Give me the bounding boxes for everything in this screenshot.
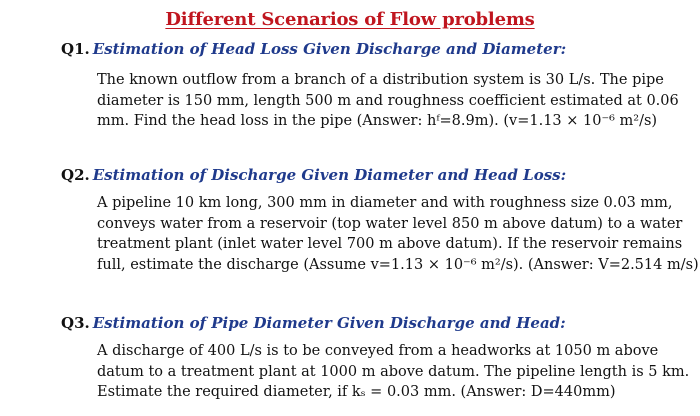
question-1-line-2: diameter is 150 mm, length 500 m and roughness coefficient estimated at 0.06 [97, 92, 679, 109]
question-3-line-2: datum to a treatment plant at 1000 m above datum. The pipeline length is 5 km. [97, 363, 690, 380]
question-1-line-3: mm. Find the head loss in the pipe (Answer: hᶠ=8.9m). (v=1.13 × 10⁻⁶ m²/s) [97, 113, 658, 129]
question-2-number: Q2. [61, 166, 90, 184]
question-3 [61, 313, 690, 403]
question-2-heading [61, 165, 681, 185]
question-2-line-4: full, estimate the discharge (Assume v=1.13 × 10⁻⁶ m²/s). (Answer: V=2.514 m/s) [97, 256, 699, 273]
question-2-line-1: A pipeline 10 km long, 300 mm in diameter and with roughness size 0.03 mm, [97, 195, 673, 211]
question-1-body [97, 70, 679, 132]
question-1-line-1: The known outflow from a branch of a distribution system is 30 L/s. The pipe [97, 72, 664, 88]
question-3-title: Estimation of Pipe Diameter Given Discharge and Head: [92, 314, 566, 332]
question-1 [61, 39, 681, 132]
question-2-line-2: conveys water from a reservoir (top water level 850 m above datum) to a water [97, 215, 683, 232]
question-1-title: Estimation of Head Loss Given Discharge and Diameter: [92, 40, 567, 58]
question-3-line-3: Estimate the required diameter, if kₛ = 0.03 mm. (Answer: D=440mm) [97, 384, 616, 400]
question-3-number: Q3. [61, 314, 90, 332]
page-title: Different Scenarios of Flow problems [165, 9, 535, 30]
question-3-body [97, 341, 690, 403]
question-2-title: Estimation of Discharge Given Diameter and Head Loss: [92, 166, 567, 184]
question-2-body [97, 193, 699, 275]
question-1-number: Q1. [61, 40, 90, 58]
question-2-line-3: treatment plant (inlet water level 700 m above datum). If the reservoir remains [97, 236, 683, 252]
question-3-heading [61, 313, 681, 333]
question-3-line-1: A discharge of 400 L/s is to be conveyed from a headworks at 1050 m above [97, 343, 659, 359]
question-1-heading [61, 39, 681, 59]
question-2 [61, 165, 699, 275]
